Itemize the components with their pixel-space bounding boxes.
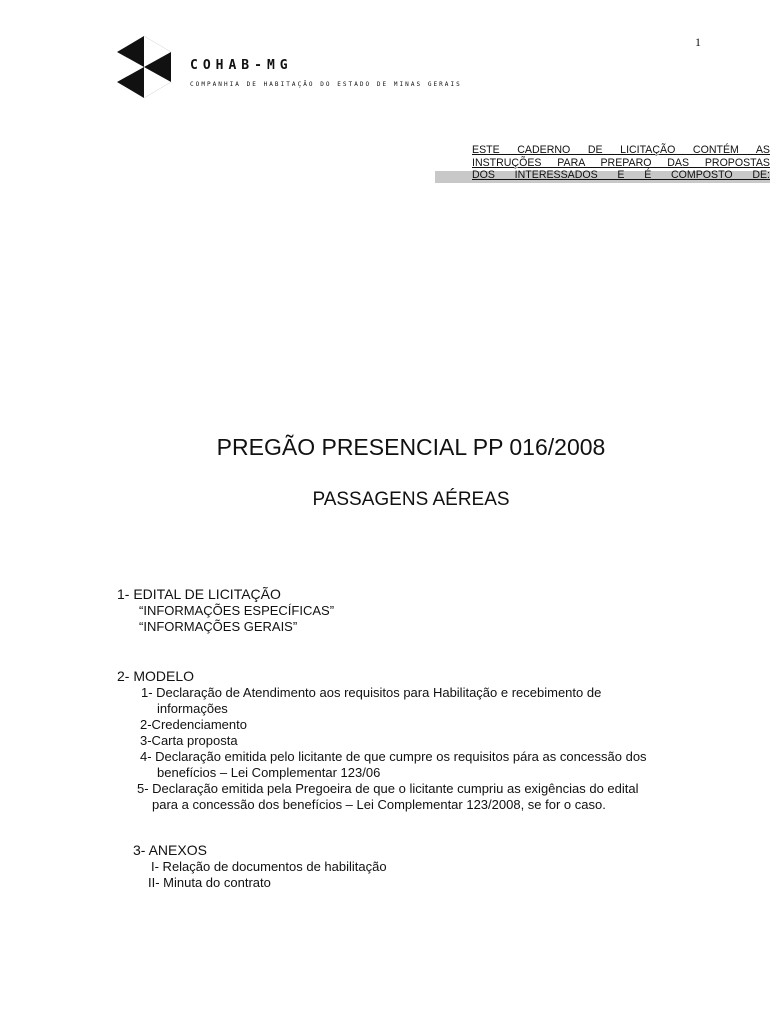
list-item: I- Relação de documentos de habilitação (151, 859, 387, 874)
section-anexos (133, 842, 387, 891)
section-edital (117, 586, 334, 635)
document-subtitle: PASSAGENS AÉREAS (312, 489, 510, 510)
notice-line: INSTRUÇÕES PARA PREPARO DAS PROPOSTAS (472, 156, 770, 169)
notice-line: DOS INTERESSADOS E É COMPOSTO DE: (472, 169, 770, 181)
list-item: 1- Declaração de Atendimento aos requisitos para Habilitação e recebimento de (141, 685, 602, 700)
list-item: 2-Credenciamento (140, 717, 247, 732)
notice-line: ESTE CADERNO DE LICITAÇÃO CONTÉM AS (472, 144, 770, 156)
section-heading: 1- EDITAL DE LICITAÇÃO (117, 586, 281, 602)
page-number: 1 (695, 35, 701, 49)
notice-box (435, 144, 770, 182)
list-item: 3-Carta proposta (140, 733, 238, 748)
company-subtitle: COMPANHIA DE HABITAÇÃO DO ESTADO DE MINAS GERAIS (190, 81, 462, 88)
document-title: PREGÃO PRESENCIAL PP 016/2008 (216, 434, 606, 460)
section-heading: 2- MODELO (117, 668, 195, 684)
section-modelo (117, 668, 647, 813)
list-item: “INFORMAÇÕES ESPECÍFICAS” (139, 603, 335, 618)
list-item: 4- Declaração emitida pelo licitante de que cumpre os requisitos pára as concessão dos (140, 749, 647, 764)
list-item: benefícios – Lei Complementar 123/06 (157, 765, 381, 780)
list-item: informações (157, 701, 228, 716)
section-heading: 3- ANEXOS (133, 842, 207, 858)
list-item: “INFORMAÇÕES GERAIS” (139, 619, 298, 634)
notice-text (472, 144, 770, 182)
list-item: para a concessão dos benefícios – Lei Complementar 123/2008, se for o caso. (152, 797, 606, 812)
company-name: COHAB-MG (190, 58, 293, 73)
list-item: 5- Declaração emitida pela Pregoeira de que o licitante cumpriu as exigências do edital (137, 781, 639, 796)
list-item: II- Minuta do contrato (148, 875, 271, 890)
cohab-logo-icon (113, 36, 175, 98)
